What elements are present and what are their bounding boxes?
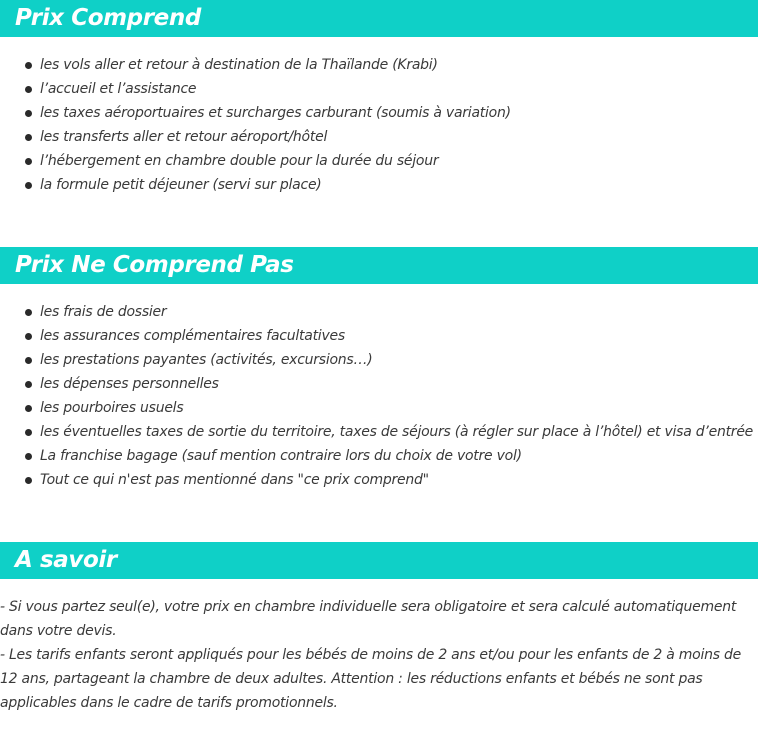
bullet-icon: [25, 429, 32, 436]
list-item-text: les prestations payantes (activités, excursions…): [40, 352, 373, 368]
bullet-icon: [25, 453, 32, 460]
bullet-icon: [25, 309, 32, 316]
section-title-includes: Prix Comprend: [15, 5, 201, 31]
section-header-excludes: [0, 247, 758, 284]
section-header-includes: [0, 0, 758, 37]
list-item-text: l’accueil et l’assistance: [40, 81, 197, 97]
list-item-text: les transferts aller et retour aéroport/hôtel: [40, 129, 328, 145]
section-header-info: [0, 542, 758, 579]
info-notes: [0, 595, 756, 715]
bullet-icon: [25, 405, 32, 412]
list-item-text: les pourboires usuels: [40, 400, 184, 416]
list-item: [0, 468, 753, 492]
list-item: [0, 149, 511, 173]
list-item: [0, 396, 753, 420]
list-item-text: les assurances complémentaires facultatives: [40, 328, 345, 344]
bullet-icon: [25, 134, 32, 141]
list-item: [0, 372, 753, 396]
list-item-text: Tout ce qui n'est pas mentionné dans "ce prix comprend": [40, 472, 429, 488]
info-paragraph: - Les tarifs enfants seront appliqués pour les bébés de moins de 2 ans et/ou pour les enfants de 2 à moins de 12 ans, partageant la chambre de deux adultes. Attention : les réductions enfants et bébés ne sont pas applicables dans le cadre de tarifs promotionnels.: [0, 647, 742, 711]
info-paragraph: - Si vous partez seul(e), votre prix en chambre individuelle sera obligatoire et sera calculé automatiquement dans votre devis.: [0, 599, 737, 639]
bullet-icon: [25, 62, 32, 69]
bullet-icon: [25, 182, 32, 189]
list-item-text: les dépenses personnelles: [40, 376, 219, 392]
section-title-excludes: Prix Ne Comprend Pas: [15, 252, 294, 278]
bullet-icon: [25, 333, 32, 340]
list-item: [0, 444, 753, 468]
bullet-icon: [25, 357, 32, 364]
list-item: [0, 324, 753, 348]
bullet-icon: [25, 381, 32, 388]
list-item: [0, 300, 753, 324]
list-item-text: La franchise bagage (sauf mention contraire lors du choix de votre vol): [40, 448, 522, 464]
bullet-icon: [25, 477, 32, 484]
list-item-text: les frais de dossier: [40, 304, 167, 320]
excludes-list: [0, 300, 753, 492]
section-title-info: A savoir: [15, 547, 117, 573]
list-item: [0, 77, 511, 101]
bullet-icon: [25, 86, 32, 93]
list-item-text: l’hébergement en chambre double pour la durée du séjour: [40, 153, 439, 169]
bullet-icon: [25, 158, 32, 165]
list-item-text: les taxes aéroportuaires et surcharges carburant (soumis à variation): [40, 105, 511, 121]
includes-list: [0, 53, 511, 197]
list-item-text: les éventuelles taxes de sortie du territoire, taxes de séjours (à régler sur place à l’hôtel) et visa d’entrée: [40, 424, 754, 440]
list-item: [0, 101, 511, 125]
list-item: [0, 420, 753, 444]
bullet-icon: [25, 110, 32, 117]
list-item: [0, 173, 511, 197]
list-item: [0, 125, 511, 149]
list-item: [0, 53, 511, 77]
list-item-text: les vols aller et retour à destination de la Thaïlande (Krabi): [40, 57, 438, 73]
list-item: [0, 348, 753, 372]
list-item-text: la formule petit déjeuner (servi sur place): [40, 177, 322, 193]
